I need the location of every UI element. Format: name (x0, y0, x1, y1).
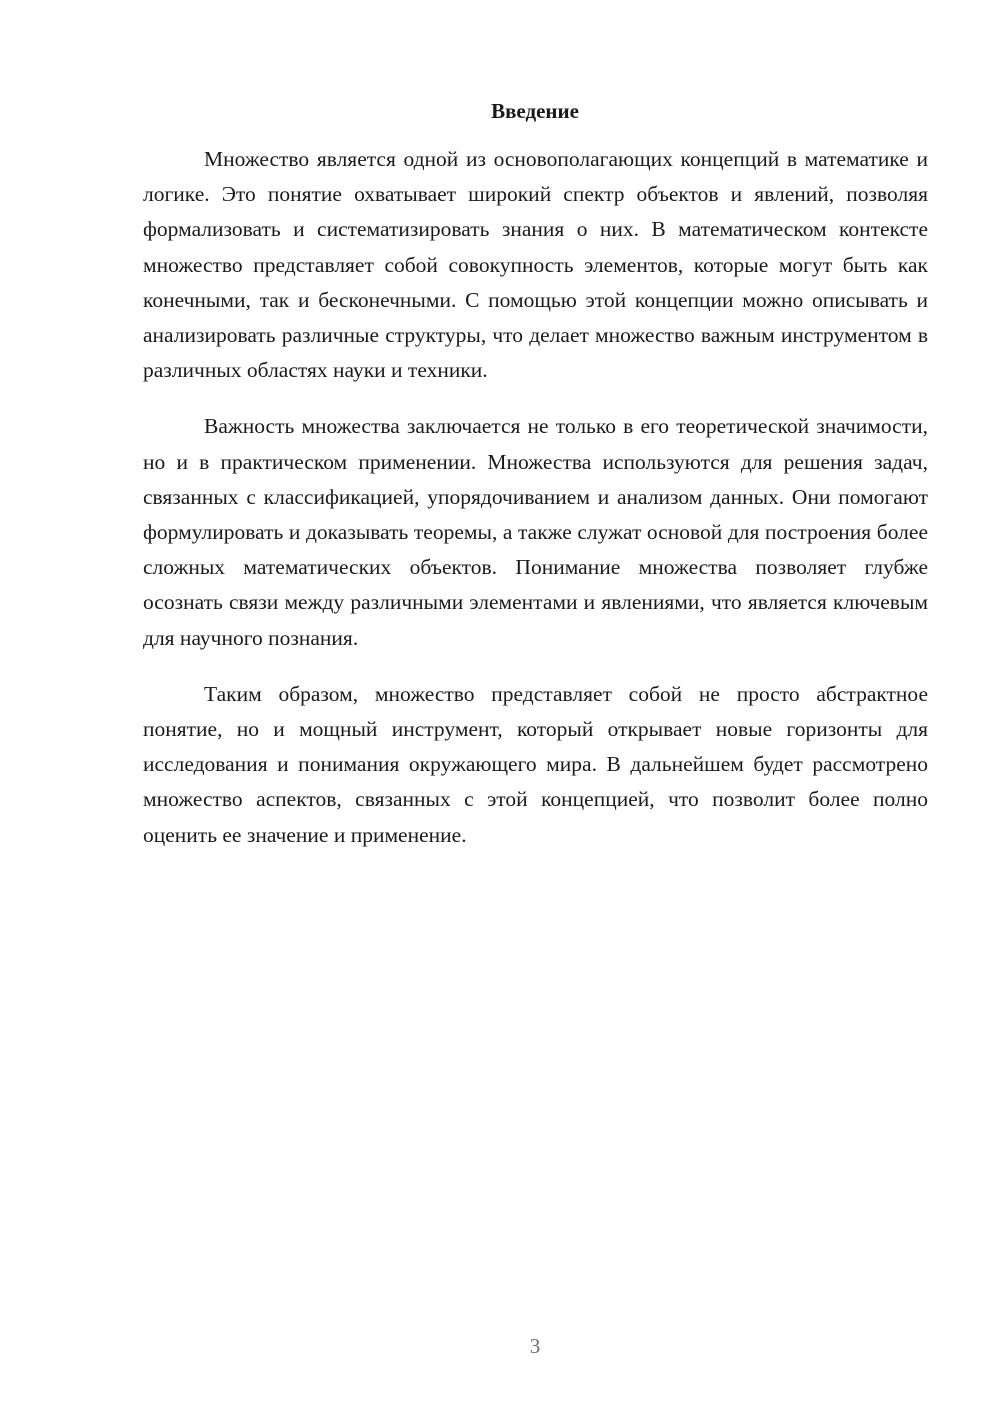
section-heading: Введение (491, 99, 579, 123)
paragraph-3: Таким образом, множество представляет собой не просто абстрактное понятие, но и мощный инструмент, который открывает новые горизонты для исследования и понимания окружающего мира. В дальнейшем будет рассмотрено множество аспектов, связанных с этой концепцией, что позволит более полно оценить ее значение и применение. (143, 681, 928, 847)
body-text (143, 142, 928, 874)
page-number: 3 (529, 1334, 541, 1358)
paragraph-1: Множество является одной из основополагающих концепций в математике и логике. Это понятие охватывает широкий спектр объектов и явлений, позволяя формализовать и систематизировать знания о них. В математическом контексте множество представляет собой совокупность элементов, которые могут быть как конечными, так и бесконечными. С помощью этой концепции можно описывать и анализировать различные структуры, что делает множество важным инструментом в различных областях науки и техники. (143, 147, 928, 383)
paragraph-2: Важность множества заключается не только в его теоретической значимости, но и в практическом применении. Множества используются для решения задач, связанных с классификацией, упорядочиванием и анализом данных. Они помогают формулировать и доказывать теоремы, а также служат основой для построения более сложных математических объектов. Понимание множества позволяет глубже осознать связи между различными элементами и явлениями, что является ключевым для научного познания. (143, 414, 928, 650)
